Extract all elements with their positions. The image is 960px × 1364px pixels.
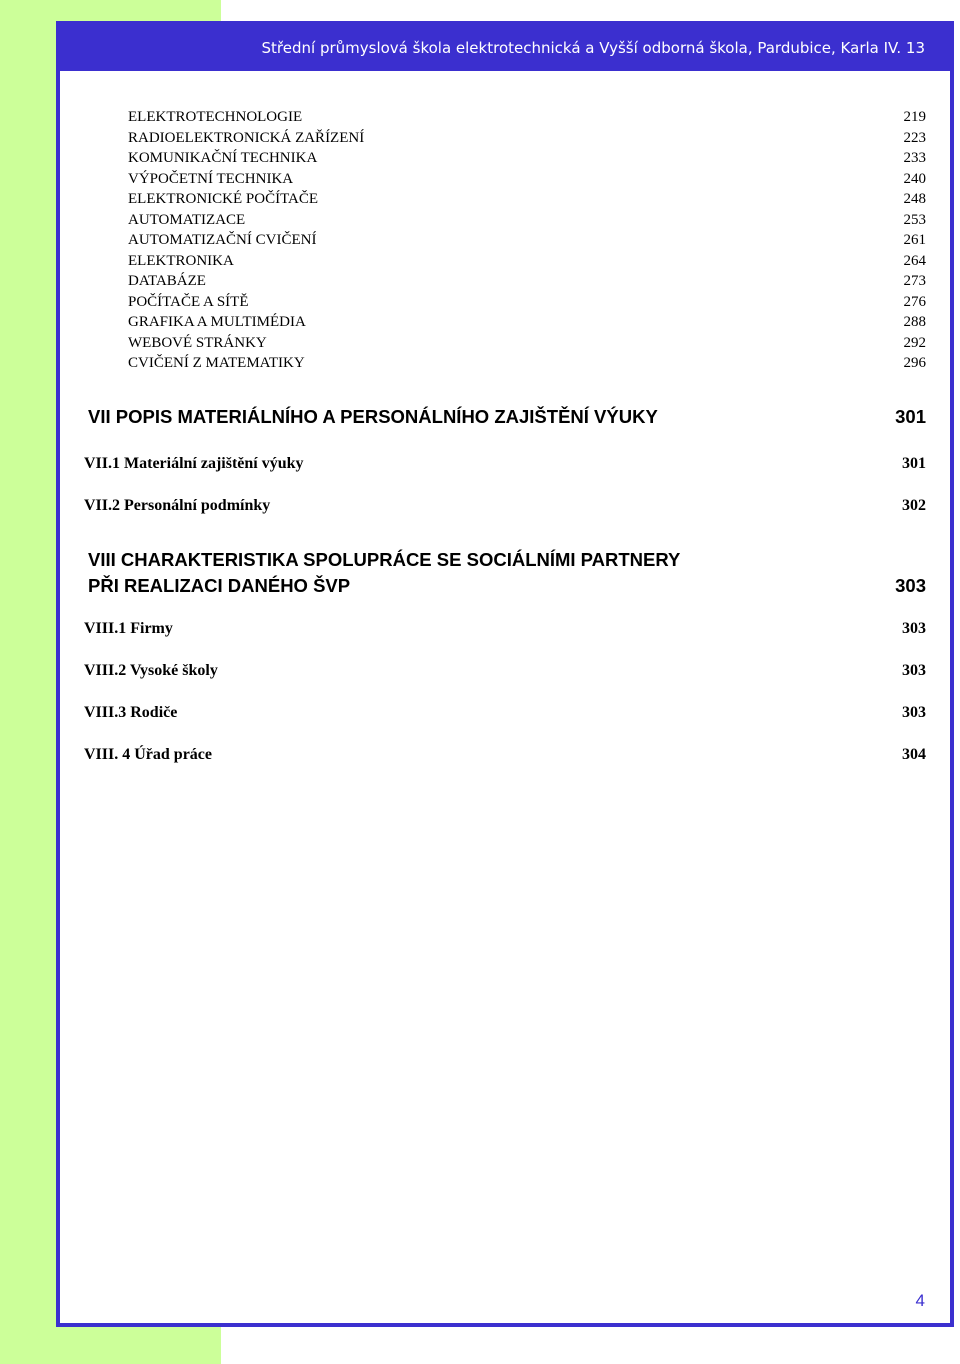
toc-entry-page: 248 xyxy=(903,191,926,207)
toc-entry-label: WEBOVÉ STRÁNKY xyxy=(128,335,267,351)
toc-entry-label: CVIČENÍ Z MATEMATIKY xyxy=(128,355,305,371)
toc-entry-page: 292 xyxy=(903,335,926,351)
toc-entry-label: AUTOMATIZACE xyxy=(128,212,246,228)
toc-section-label: VII.1 Materiální zajištění výuky xyxy=(84,455,304,472)
toc-section-page: 301 xyxy=(902,455,926,472)
toc-entry-page: 288 xyxy=(903,314,926,330)
toc-entry-page: 276 xyxy=(903,294,926,310)
toc-entry-page: 273 xyxy=(903,273,926,289)
toc-section-label: VII.2 Personální podmínky xyxy=(84,497,271,514)
page-number: 4 xyxy=(915,1291,925,1310)
toc-section-page: 302 xyxy=(902,497,926,514)
toc-section-page: 303 xyxy=(902,704,926,721)
toc-entry-label: GRAFIKA A MULTIMÉDIA xyxy=(128,314,306,330)
header-bar xyxy=(60,25,950,71)
toc-section-label: VIII. 4 Úřad práce xyxy=(84,746,212,763)
toc-entry-label: KOMUNIKAČNÍ TECHNIKA xyxy=(128,150,318,166)
toc-section-label: VIII.2 Vysoké školy xyxy=(84,662,218,679)
toc-chapter-page: 303 xyxy=(895,575,926,596)
toc-section-label: VIII.1 Firmy xyxy=(84,620,173,637)
toc-section-page: 304 xyxy=(902,746,926,763)
toc-entry-label: VÝPOČETNÍ TECHNIKA xyxy=(128,171,294,187)
toc-section-label: VIII.3 Rodiče xyxy=(84,704,178,721)
toc-entry-label: ELEKTRONICKÉ POČÍTAČE xyxy=(128,191,319,207)
toc-entry-label: ELEKTRONIKA xyxy=(128,253,234,269)
toc-entry-page: 223 xyxy=(903,130,926,146)
toc-entry-page: 240 xyxy=(903,171,926,187)
toc-entry-page: 253 xyxy=(903,212,926,228)
header-title: Střední průmyslová škola elektrotechnická a Vyšší odborná škola, Pardubice, Karla IV. 13 xyxy=(261,39,925,57)
toc-section-page: 303 xyxy=(902,662,926,679)
toc-entry-page: 296 xyxy=(903,355,926,371)
toc-section-page: 303 xyxy=(902,620,926,637)
toc-entry-label: AUTOMATIZAČNÍ CVIČENÍ xyxy=(128,232,317,248)
toc-entry-page: 233 xyxy=(903,150,926,166)
toc-entry-label: ELEKTROTECHNOLOGIE xyxy=(128,109,303,125)
toc-chapter-page: 301 xyxy=(895,406,926,427)
toc-chapter-label: VIII CHARAKTERISTIKA SPOLUPRÁCE SE SOCIÁLNÍMI PARTNERY xyxy=(88,549,681,570)
toc-entry-label: POČÍTAČE A SÍTĚ xyxy=(128,294,249,310)
toc-entry-label: DATABÁZE xyxy=(128,273,206,289)
toc-chapter-label-line2: PŘI REALIZACI DANÉHO ŠVP xyxy=(88,575,351,596)
page-frame xyxy=(56,21,954,1327)
toc-entry-label: RADIOELEKTRONICKÁ ZAŘÍZENÍ xyxy=(128,130,365,146)
toc-entry-page: 264 xyxy=(903,253,926,269)
toc-chapter-label: VII POPIS MATERIÁLNÍHO A PERSONÁLNÍHO ZAJIŠTĚNÍ VÝUKY xyxy=(88,406,658,427)
toc-entry-page: 261 xyxy=(903,232,926,248)
toc-entry-page: 219 xyxy=(903,109,926,125)
